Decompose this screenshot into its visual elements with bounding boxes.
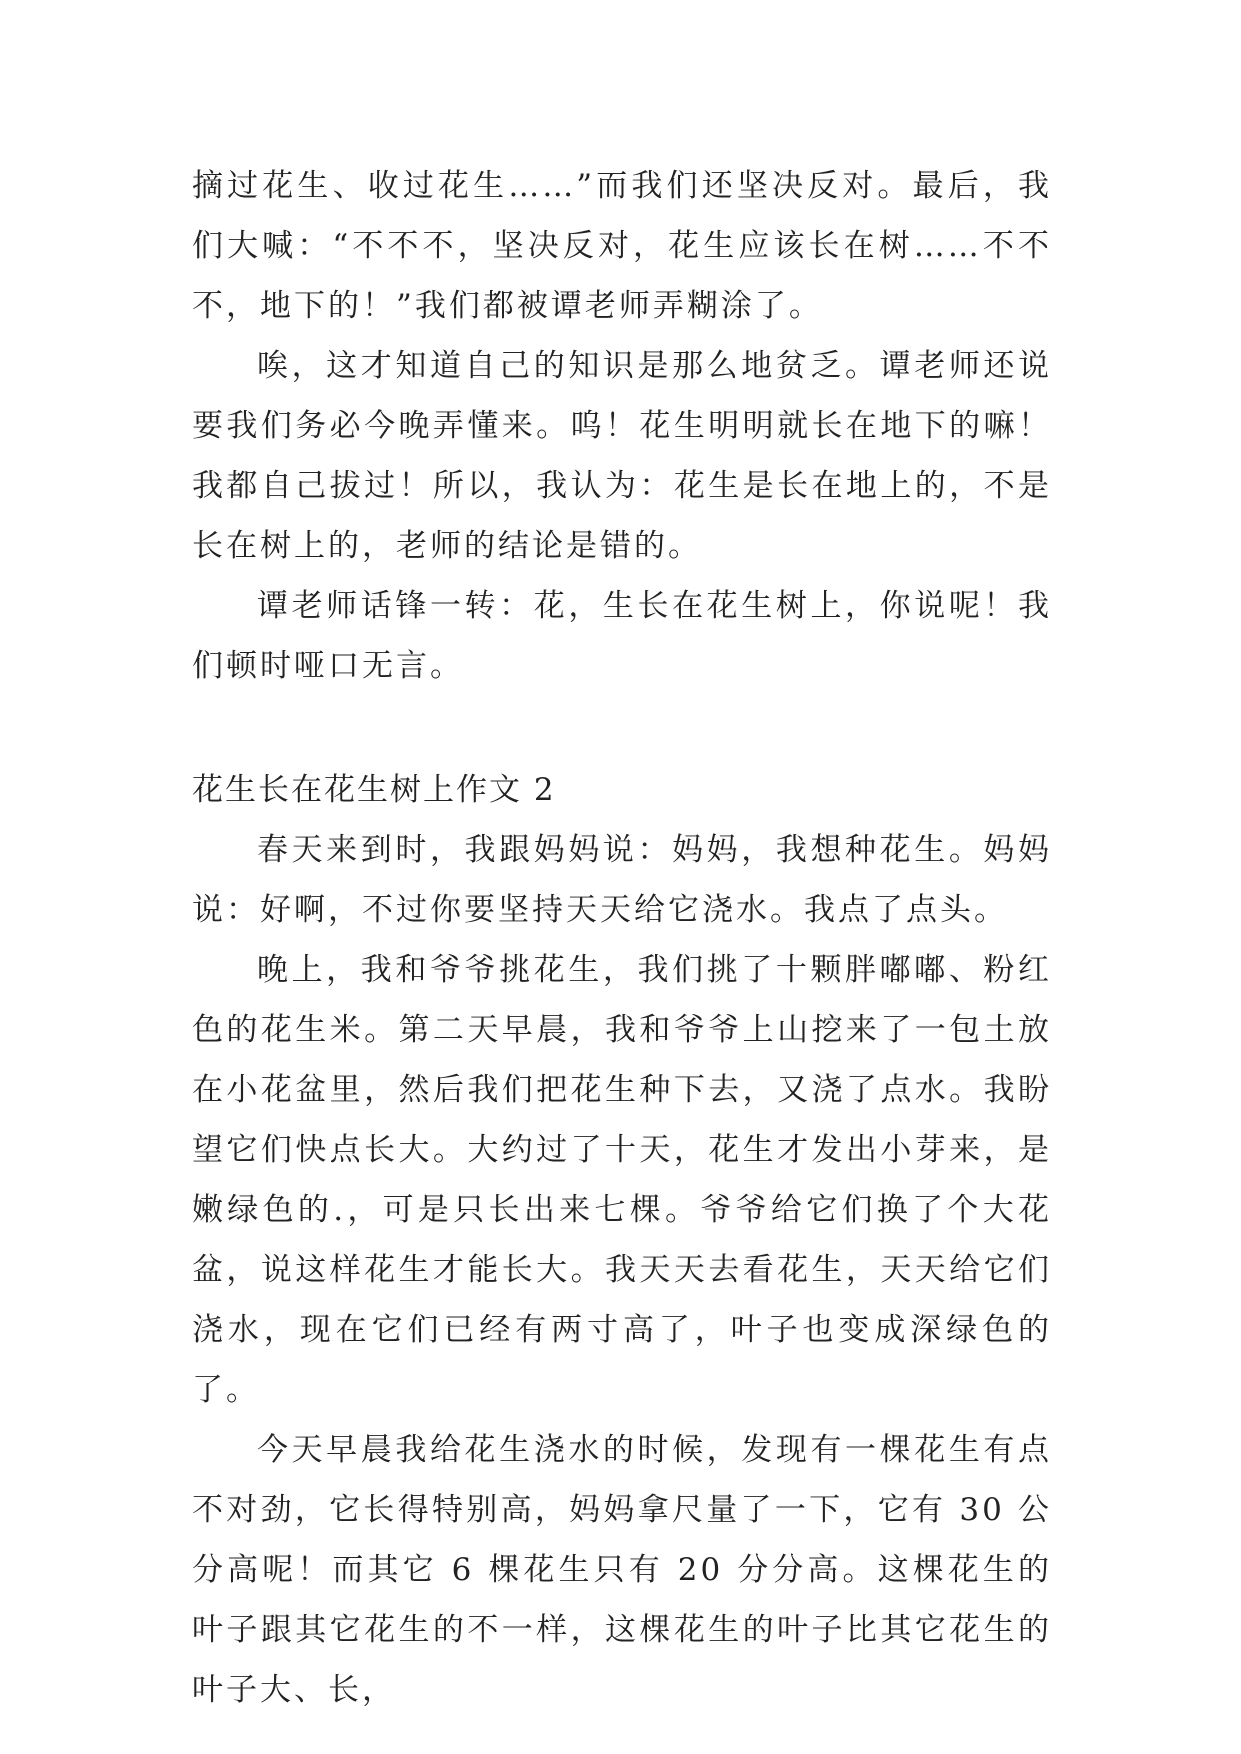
section-title: 花生长在花生树上作文 2 [192, 772, 556, 808]
paragraph: 谭老师话锋一转：花，生长在花生树上，你说呢！我们顿时哑口无言。 [192, 588, 1052, 684]
paragraph: 唉，这才知道自己的知识是那么地贫乏。谭老师还说要我们务必今晚弄懂来。呜！花生明明就长在地下的嘛！我都自己拔过！所以，我认为：花生是长在地上的，不是长在树上的，老师的结论是错的。 [192, 348, 1052, 564]
paragraph: 春天来到时，我跟妈妈说：妈妈，我想种花生。妈妈说：好啊，不过你要坚持天天给它浇水。我点了点头。 [192, 832, 1052, 928]
paragraph-continuation: 摘过花生、收过花生……”而我们还坚决反对。最后，我们大喊：“不不不，坚决反对，花生应该长在树……不不不，地下的！”我们都被谭老师弄糊涂了。 [192, 168, 1052, 324]
paragraph: 今天早晨我给花生浇水的时候，发现有一棵花生有点不对劲，它长得特别高，妈妈拿尺量了一下，它有 30 公分高呢！而其它 6 棵花生只有 20 分分高。这棵花生的叶子跟其它花生的不一样，这棵花生的叶子比其它花生的叶子大、长， [192, 1432, 1052, 1708]
paragraph: 晚上，我和爷爷挑花生，我们挑了十颗胖嘟嘟、粉红色的花生米。第二天早晨，我和爷爷上山挖来了一包土放在小花盆里，然后我们把花生种下去，又浇了点水。我盼望它们快点长大。大约过了十天，花生才发出小芽来，是嫩绿色的.，可是只长出来七棵。爷爷给它们换了个大花盆，说这样花生才能长大。我天天去看花生，天天给它们浇水，现在它们已经有两寸高了，叶子也变成深绿色的了。 [192, 952, 1052, 1408]
document-page [192, 156, 1052, 1720]
